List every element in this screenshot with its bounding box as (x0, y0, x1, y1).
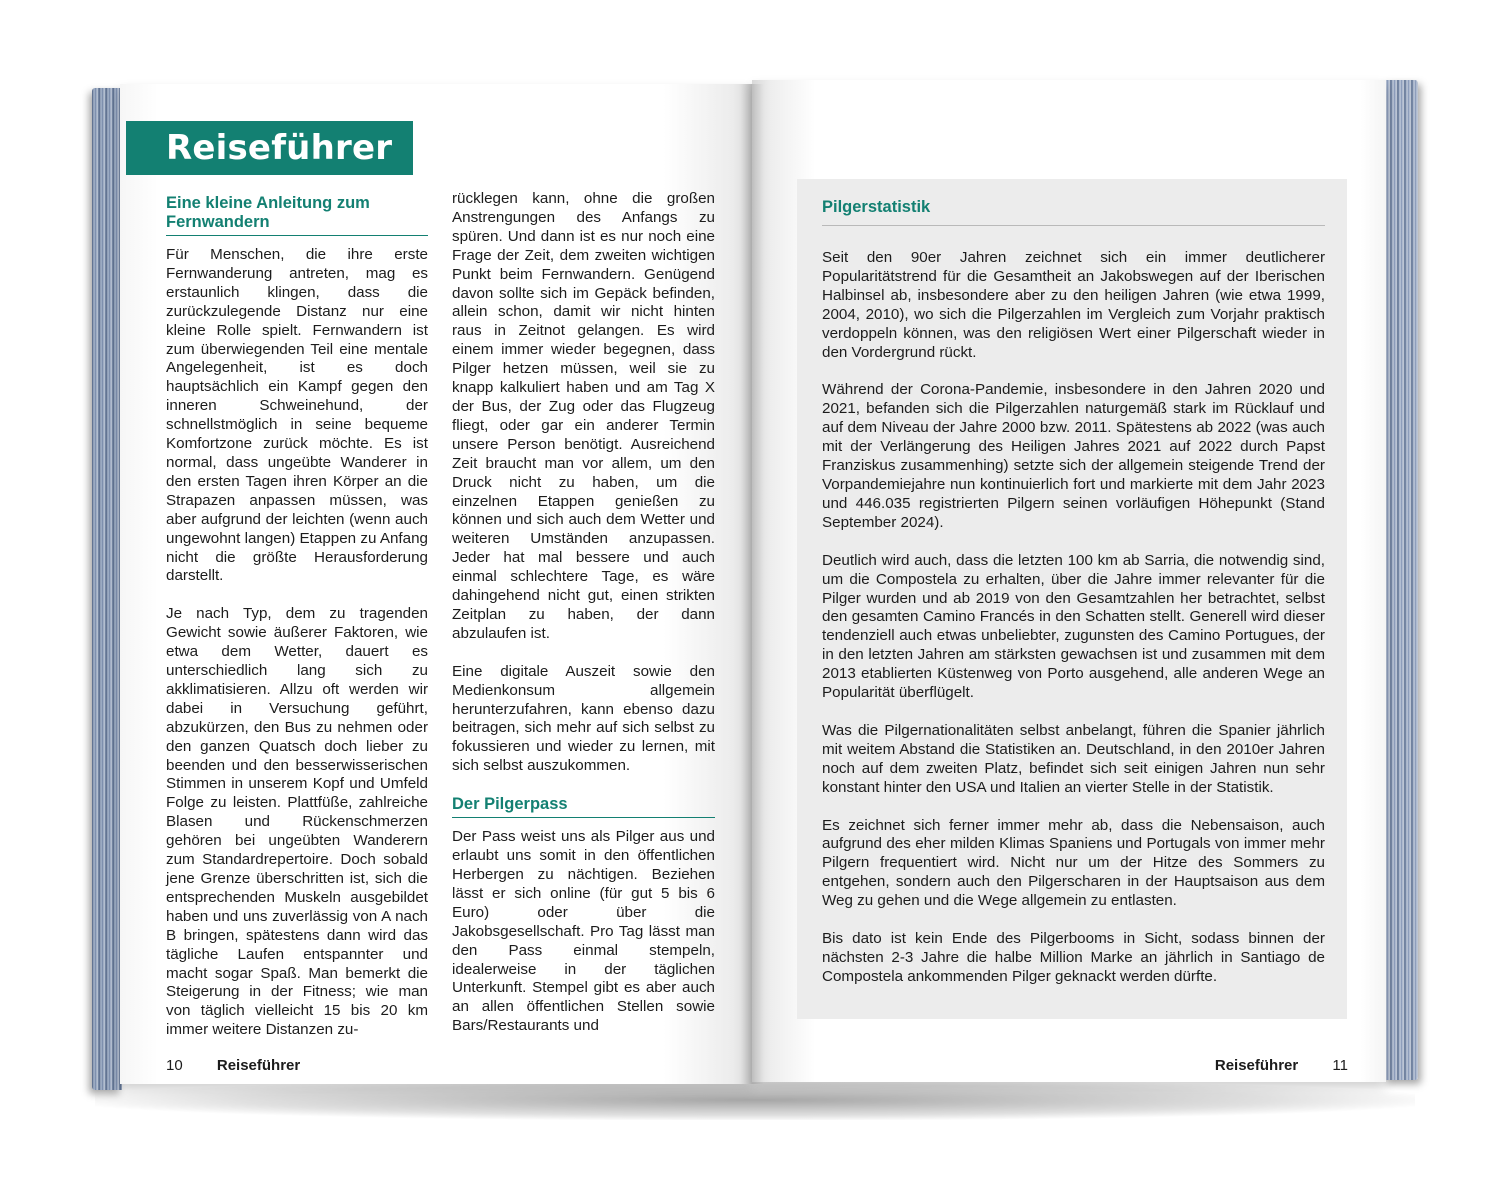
paragraph: Der Pass weist uns als Pilger aus und erlaubt uns somit in den öffentlichen Herbergen zu nächtigen. Beziehen lässt er sich online (für gut 5 bis 6 Euro) oder über die Jakobsgesellschaft. Pro Tag lässt man den Pass einmal stempeln, idealerweise in der täglichen Unterkunft. Stempel gibt es aber auch an allen öffentlichen Stellen sowie Bars/Restaurants und (452, 828, 715, 1035)
chapter-banner (126, 121, 413, 175)
book-edge-left (92, 88, 122, 1090)
info-box-pilgerstatistik (797, 179, 1347, 1019)
book-edge-right (1384, 80, 1418, 1080)
left-column-2 (452, 190, 715, 1055)
box-heading: Pilgerstatistik (822, 198, 1325, 226)
paragraph: Je nach Typ, dem zu tragenden Gewicht sowie äußerer Faktoren, wie etwa dem Wetter, dauert es unterschiedlich lang sich zu akklimatisieren. Allzu oft werden wir dabei in Versuchung geführt, abzukürzen, den Bus zu nehmen oder den ganzen Quatsch doch lieber zu beenden und den besserwisserischen Stimmen in unserem Kopf und Umfeld Folge zu leisten. Plattfüße, zahlreiche Blasen und Rückenschmerzen gehören bei ungeübten Wanderern zum Standardrepertoire. Doch sobald jene Grenze überschritten ist, sich die entsprechenden Muskeln ausgebildet haben und uns zuverlässig von A nach B bringen, spätestens dann wird das tägliche Laufen entspannter und macht sogar Spaß. Man bemerkt die Steigerung in der Fitness; wie man von täglich vielleicht 15 bis 20 km immer weitere Distanzen zu- (166, 605, 428, 1039)
paragraph: Es zeichnet sich ferner immer mehr ab, dass die Nebensaison, auch aufgrund des eher milden Klimas Spaniens und Portugals von immer mehr Pilgern frequentiert wird. Nicht nur um der Hitze des Sommers zu entgehen, sondern auch den Pilgerscharen in der Hauptsaison aus dem Weg zu gehen und die Wege allgemein zu entlasten. (822, 816, 1325, 910)
box-body (822, 249, 1325, 1006)
paragraph: Seit den 90er Jahren zeichnet sich ein immer deutlicherer Popularitätstrend für die Gesamtheit an Jakobswegen auf der Iberischen Halbinsel ab, insbesondere aber zu den heiligen Jahren (wie etwa 1999, 2004, 2010), wo sich die Pilgerzahlen im Vergleich zum Vorjahr praktisch verdoppeln können, was den religiösen Wert einer Pilgerschaft wieder in den Vordergrund rückt. (822, 249, 1325, 361)
running-title: Reiseführer (216, 1057, 301, 1074)
page-footer-right (1215, 1057, 1348, 1074)
running-title: Reiseführer (1214, 1057, 1299, 1074)
page-number: 11 (1332, 1057, 1348, 1074)
paragraph: Was die Pilgernationalitäten selbst anbelangt, führen die Spanier jährlich mit weitem Abstand die Statistiken an. Deutschland, in den 2010er Jahren noch auf dem zweiten Platz, befindet sich seit einigen Jahren nun sehr konstant hinter den USA und Italien an vierter Stelle in der Statistik. (822, 721, 1325, 796)
book-shadow (95, 1080, 1415, 1120)
paragraph: Während der Corona-Pandemie, insbesondere in den Jahren 2020 und 2021, befanden sich die Pilgerzahlen naturgemäß stark im Rücklauf und auf dem Niveau der Jahre 2000 bzw. 2011. Spätestens ab 2022 (was auch mit der Verlängerung des Heiligen Jahres 2021 auf 2022 durch Papst Franziskus zusammenhing) setzte sich der allgemein steigende Trend der Vorpandemiejahre nun kontinuierlich fort und markierte mit dem Jahr 2023 und 446.035 registrierten Pilgern seinen vorläufigen Höhepunkt (Stand September 2024). (822, 381, 1325, 531)
section-heading-anleitung: Eine kleine Anleitung zum Fernwandern (166, 194, 428, 236)
left-column-1 (166, 194, 428, 1059)
paragraph: Eine digitale Auszeit sowie den Medienkonsum allgemein herunterzufahren, kann ebenso dazu beitragen, sich mehr auf sich selbst zu fokussieren und wieder zu lernen, mit sich selbst auszukommen. (452, 662, 715, 775)
chapter-title: Reiseführer (166, 128, 393, 168)
paragraph: Deutlich wird auch, dass die letzten 100 km ab Sarria, die notwendig sind, um die Compostela zu erhalten, über die Jahre immer relevanter für die Pilger wurden und ab 2019 von den Gesamtzahlen her betrachtet, selbst den gesamten Camino Francés in den Schatten stellt. Generell wird dieser tendenziell auch etwas unbeliebter, zugunsten des Camino Portugues, der in den letzten Jahren am stärksten gewachsen ist und zusammen mit dem 2013 etablierten Küstenweg von Porto ausgehend, alle anderen Wege an Popularität überflügelt. (822, 551, 1325, 702)
page-footer-left (166, 1057, 300, 1074)
paragraph: Bis dato ist kein Ende des Pilgerbooms in Sicht, sodass binnen der nächsten 2-3 Jahre die halbe Million Marke an jährlich in Santiago de Compostela ankommenden Pilger geknackt werden dürfte. (822, 930, 1325, 985)
paragraph: rücklegen kann, ohne die großen Anstrengungen des Anfangs zu spüren. Und dann ist es nur noch eine Frage der Zeit, dem zweiten wichtigen Punkt beim Fernwandern. Genügend davon sollte sich im Gepäck befinden, allein schon, damit wir nicht hinten raus in Zeitnot gelangen. Es wird einem immer wieder begegnen, dass Pilger hetzen müssen, weil sie zu knapp kalkuliert haben und am Tag X der Bus, der Zug oder das Flugzeug fliegt, oder gar ein anderer Termin unsere Person benötigt. Ausreichend Zeit braucht man vor allem, um den Druck nicht zu haben, um die einzelnen Etappen genießen zu können und sich auch dem Wetter und weiteren Umständen anzupassen. Jeder hat mal bessere und auch einmal schlechtere Tage, es wäre dahingehend nicht gut, einen strikten Zeitplan zu haben, der dann abzulaufen ist. (452, 190, 715, 642)
page-number: 10 (166, 1057, 183, 1074)
left-page (120, 84, 752, 1084)
right-page (752, 80, 1386, 1082)
book-gutter (740, 84, 764, 1084)
paragraph: Für Menschen, die ihre erste Fernwanderung antreten, mag es erstaunlich klingen, dass die zurückzulegende Distanz nur eine kleine Rolle spielt. Fernwandern ist zum überwiegenden Teil eine mentale Angelegenheit, ist es doch hauptsächlich ein Kampf gegen den inneren Schweinehund, der schnellstmöglich in seine bequeme Komfortzone zurück möchte. Es ist normal, dass ungeübte Wanderer in den ersten Tagen ihren Körper an die Strapazen anpassen müssen, was aber aufgrund der leichten (wenn auch ungewohnt langen) Etappen zu Anfang nicht die größte Herausforderung darstellt. (166, 246, 428, 585)
section-heading-pilgerpass: Der Pilgerpass (452, 795, 715, 818)
